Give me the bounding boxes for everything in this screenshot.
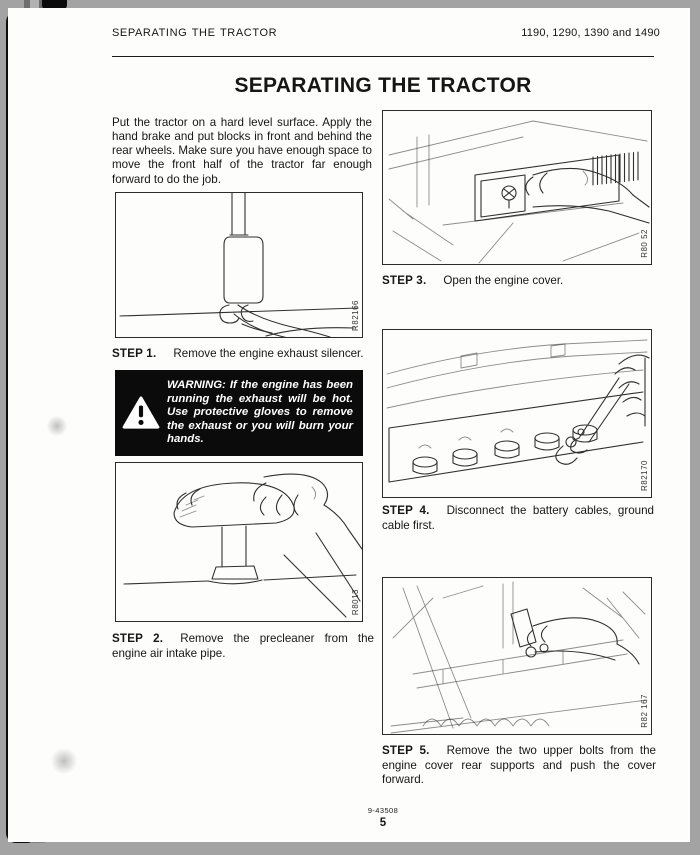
- step-1-text: Remove the engine exhaust silencer.: [173, 347, 364, 360]
- warning-box: [115, 370, 363, 456]
- figure-engine-cover: [382, 110, 652, 265]
- figure-battery-cables: [382, 329, 652, 498]
- page-number: 5: [379, 817, 387, 829]
- running-header-left: SEPARATING THE TRACTOR: [112, 27, 278, 39]
- step-1-label: STEP 1.: [112, 347, 157, 360]
- step-5-text: Remove the two upper bolts from the engine cover rear supports and push the cover forward.: [382, 744, 656, 786]
- figure-ref-label: R80 52: [640, 229, 649, 258]
- warning-message: If the engine has been running the exhaust will be hot. Use protective gloves to remove the exhaust or you will burn your hands.: [167, 379, 354, 446]
- warning-label: WARNING:: [167, 379, 226, 392]
- step-3-text: Open the engine cover.: [443, 274, 564, 287]
- step-5-label: STEP 5.: [382, 744, 430, 757]
- figure-ref-label: R82170: [640, 459, 649, 491]
- warning-text: [167, 373, 363, 453]
- figure-precleaner: [115, 462, 363, 622]
- footer-form-code: 9-43508: [367, 806, 399, 815]
- step-4-text: Disconnect the battery cables, ground cable first.: [382, 504, 654, 532]
- step-2-label: STEP 2.: [112, 632, 164, 645]
- scan-smudge: [50, 748, 78, 774]
- figure-ref-label: R82 167: [640, 694, 649, 728]
- running-header-models: 1190, 1290, 1390 and 1490: [521, 27, 660, 39]
- figure-cover-rear-bolts: [382, 577, 652, 735]
- figure-ref-label: R8013: [351, 588, 360, 615]
- warning-triangle-icon: [115, 396, 167, 430]
- header-rule: [112, 56, 654, 57]
- page-title: SEPARATING THE TRACTOR: [234, 74, 532, 97]
- step-4-label: STEP 4.: [382, 504, 430, 517]
- step-1-caption: [112, 347, 372, 362]
- step-3-label: STEP 3.: [382, 274, 427, 287]
- figure-ref-label: R82166: [351, 299, 360, 331]
- scan-smudge: [46, 416, 68, 436]
- step-2-text: Remove the precleaner from the engine air intake pipe.: [112, 632, 374, 660]
- step-2-caption: [112, 632, 374, 661]
- figure-exhaust-silencer: [115, 192, 363, 338]
- step-3-caption: [382, 274, 654, 289]
- step-4-caption: [382, 504, 654, 533]
- step-5-caption: [382, 744, 656, 788]
- intro-paragraph: Put the tractor on a hard level surface. Apply the hand brake and put blocks in front and behind the rear wheels. Make sure you have enough space to move the front half of the tractor far enough forward to do the job.: [112, 115, 372, 186]
